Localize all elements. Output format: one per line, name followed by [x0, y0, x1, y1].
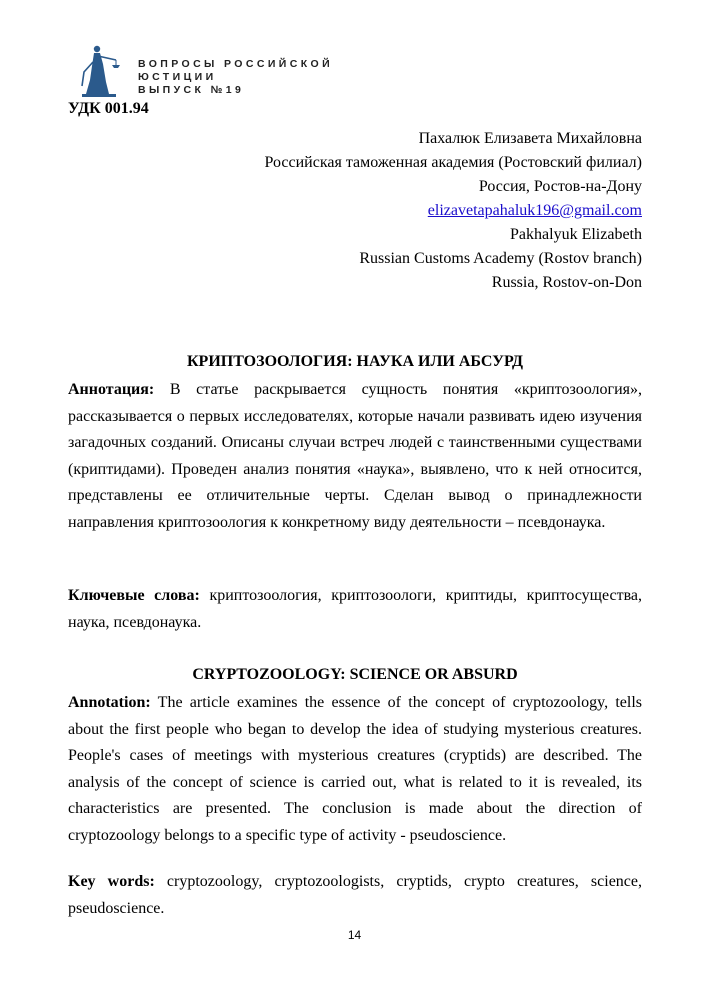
- annotation-text-ru: В статье раскрывается сущность понятия «криптозоология», рассказывается о первых исследователях, которые начали развивать идею изучения загадочных созданий. Описаны случаи встреч людей с таинственными существами (криптидами). Проведен анализ понятия «наука», выявлено, что к ней относится, представлены ее отличительные черты. Сделан вывод о принадлежности направления криптозоология к конкретному виду деятельности – псевдонаука.: [68, 381, 642, 531]
- annotation-en: [68, 690, 642, 849]
- keywords-text-en: cryptozoology, cryptozoologists, cryptids, crypto creatures, science, pseudoscience.: [68, 873, 642, 917]
- page-number: 14: [347, 928, 362, 942]
- title-ru: КРИПТОЗООЛОГИЯ: НАУКА ИЛИ АБСУРД: [186, 353, 524, 370]
- keywords-label-en: Key words:: [68, 873, 155, 890]
- author-place-ru: Россия, Ростов-на-Дону: [478, 178, 642, 195]
- themis-icon: [76, 42, 128, 98]
- annotation-text-en: The article examines the essence of the concept of cryptozoology, tells about the first people who began to develop the idea of studying mysterious creatures. People's cases of meetings with mysterious creatures (cryptids) are described. The analysis of the concept of science is carried out, what is related to it is revealed, its characteristics are presented. The conclusion is made about the direction of cryptozoology belongs to a specific type of activity - pseudoscience.: [68, 694, 642, 844]
- journal-name: ВОПРОСЫ РОССИЙСКОЙ ЮСТИЦИИ: [138, 58, 334, 83]
- author-place-en: Russia, Rostov-on-Don: [491, 274, 642, 291]
- author-email-link[interactable]: elizavetapahaluk196@gmail.com: [427, 202, 642, 219]
- keywords-ru: [68, 583, 642, 636]
- keywords-en: [68, 869, 642, 922]
- author-name-ru: Пахалюк Елизавета Михайловна: [418, 130, 642, 147]
- annotation-ru: [68, 377, 642, 536]
- journal-header: [76, 42, 376, 98]
- journal-issue: ВЫПУСК №19: [138, 84, 245, 96]
- journal-title: [138, 58, 376, 97]
- udk-code: УДК 001.94: [68, 100, 149, 117]
- title-en: CRYPTOZOOLOGY: SCIENCE OR ABSURD: [192, 666, 518, 683]
- keywords-text-ru: криптозоология, криптозоологи, криптиды, криптосущества, наука, псевдонаука.: [68, 587, 643, 631]
- author-org-ru: Российская таможенная академия (Ростовский филиал): [264, 154, 642, 171]
- author-org-en: Russian Customs Academy (Rostov branch): [359, 250, 642, 267]
- annotation-label-ru: Аннотация:: [68, 381, 155, 398]
- author-block: [265, 127, 643, 295]
- annotation-label-en: Annotation:: [68, 694, 151, 711]
- keywords-label-ru: Ключевые слова:: [68, 587, 200, 604]
- author-name-en: Pakhalyuk Elizabeth: [510, 226, 642, 243]
